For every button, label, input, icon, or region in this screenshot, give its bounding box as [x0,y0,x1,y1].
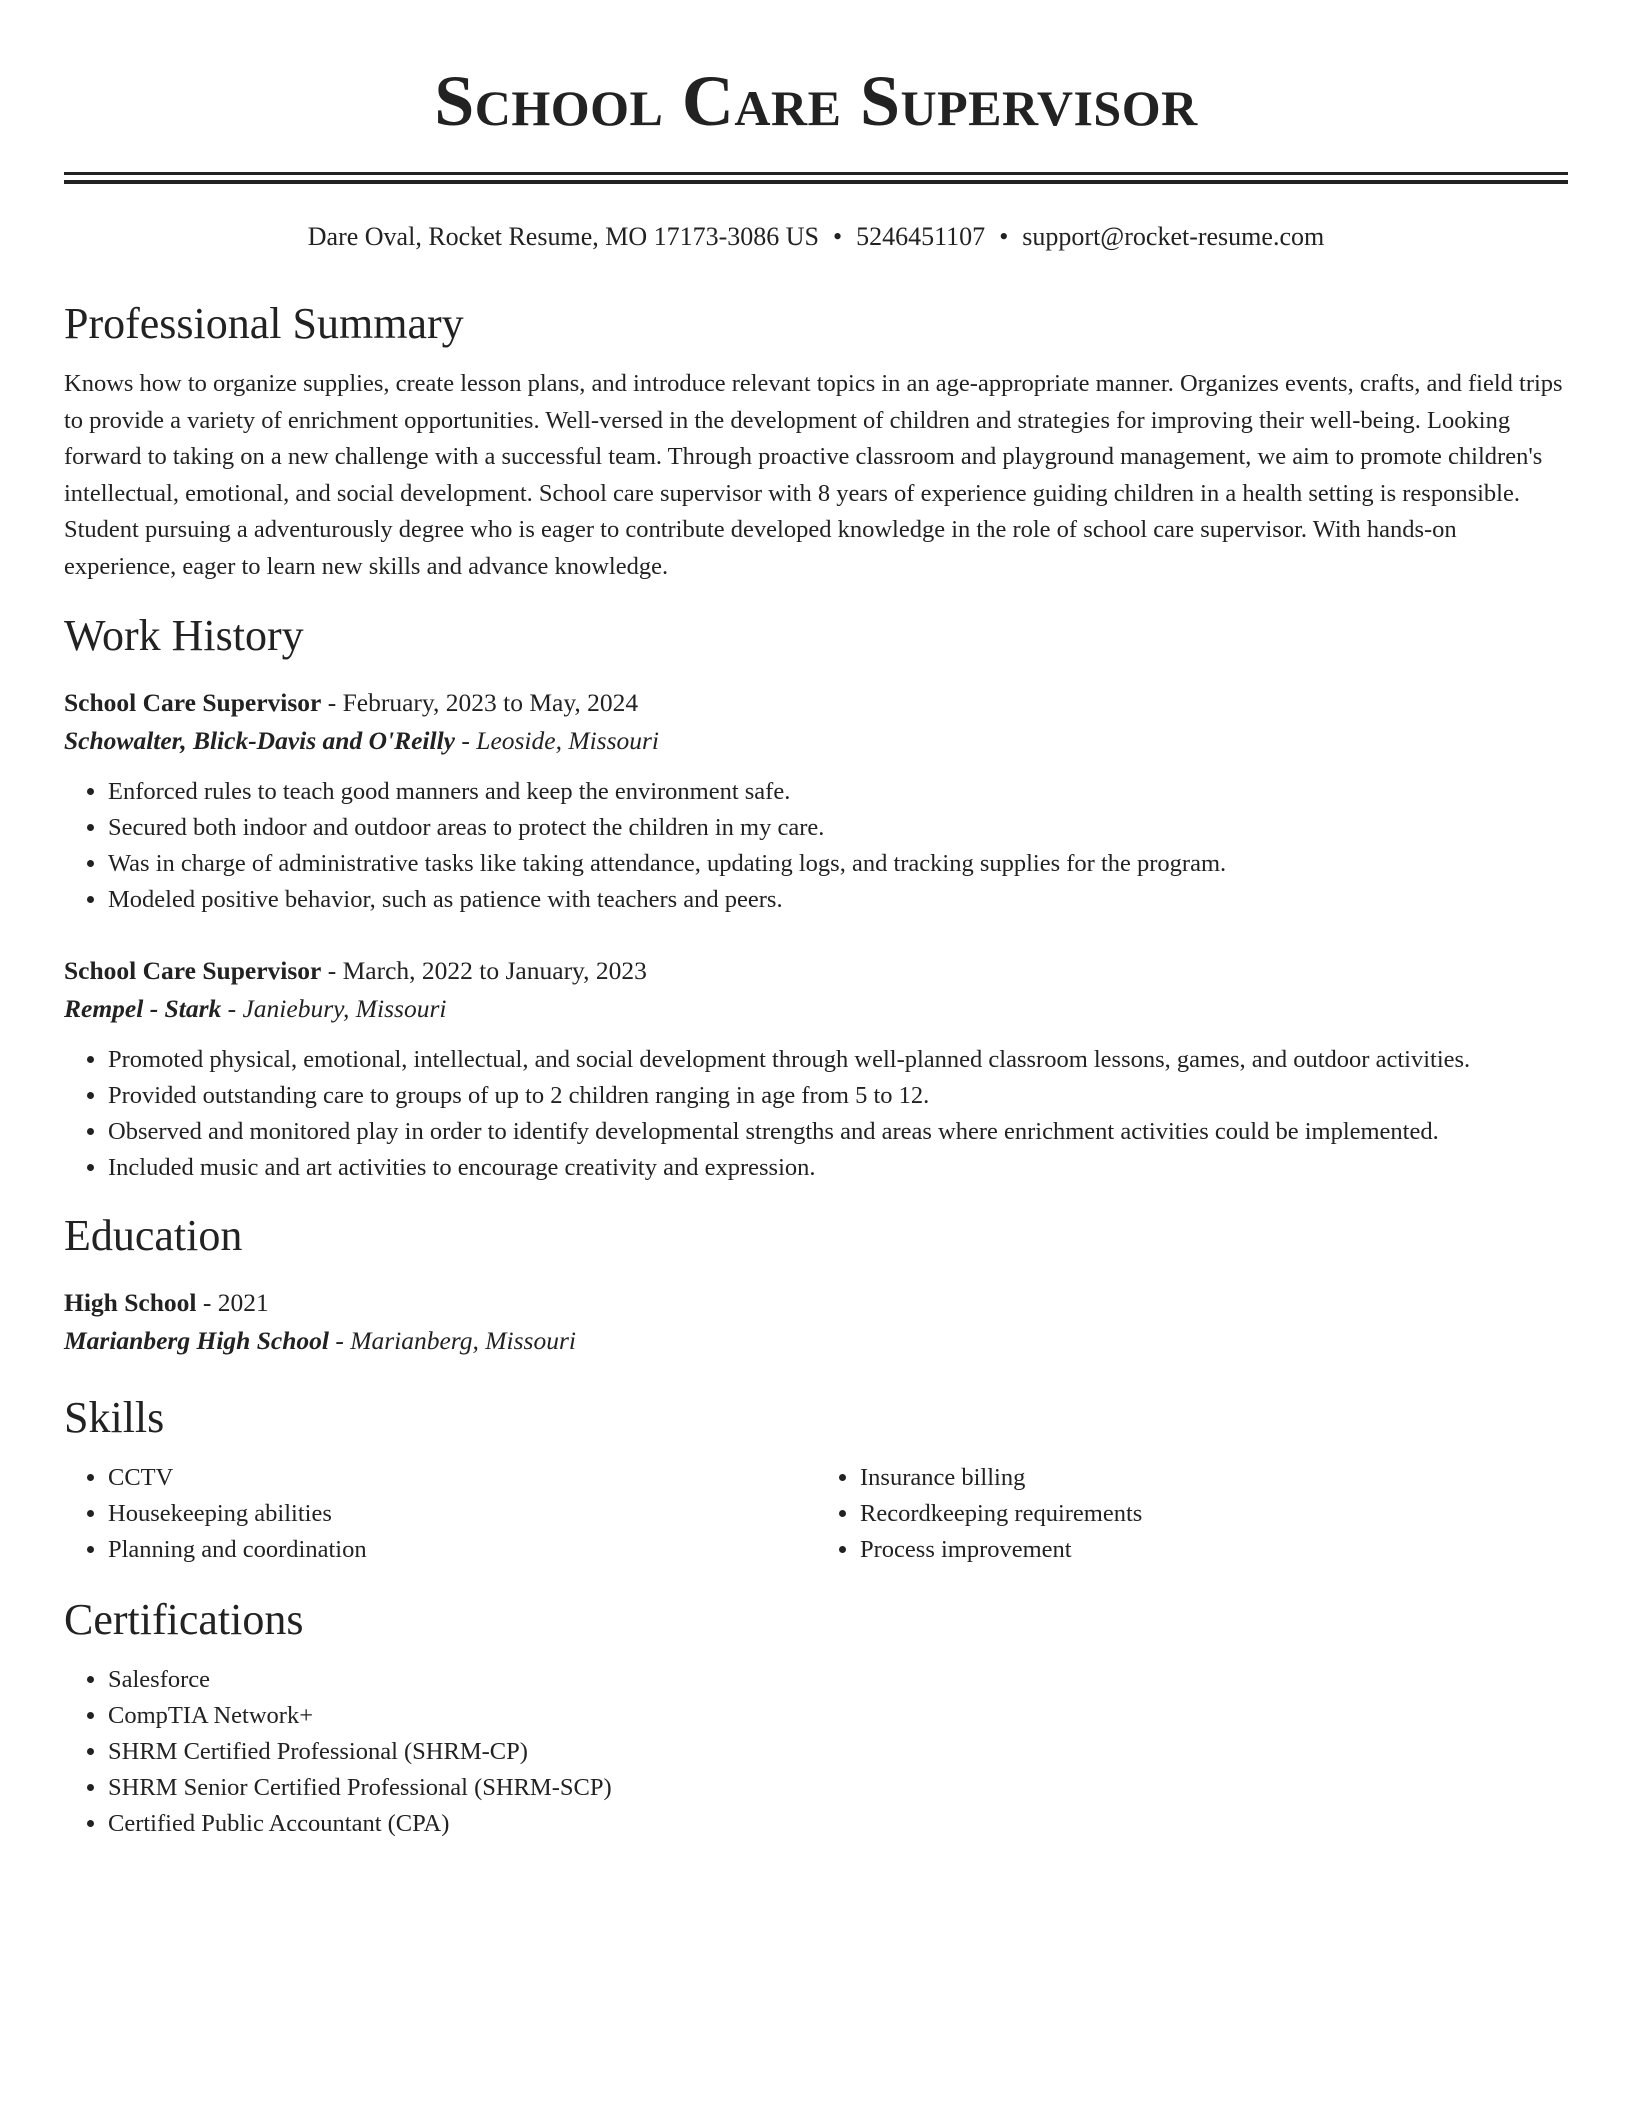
job-location: - Janiebury, Missouri [221,993,447,1023]
section-title-skills: Skills [64,1392,165,1442]
header-divider [64,172,1568,184]
section-title-work-history: Work History [64,610,304,660]
list-item: • SHRM Certified Professional (SHRM-CP) [108,1734,1568,1770]
education-degree: High School [64,1287,197,1317]
education-degree-line [64,1284,1568,1322]
job-role: School Care Supervisor [64,955,322,985]
skills-columns [64,1460,1568,1568]
list-item: • Promoted physical, emotional, intellectual, and social development through well-planned classroom lessons, games, and outdoor activities. [108,1042,1568,1078]
job-employer: Rempel - Stark [64,993,222,1023]
list-item: • CompTIA Network+ [108,1698,1568,1734]
list-item: • Observed and monitored play in order to identify developmental strengths and areas where enrichment activities could be implemented. [108,1114,1568,1150]
job-dates: - March, 2022 to January, 2023 [321,955,647,985]
section-title-summary: Professional Summary [64,299,464,348]
list-item: • Was in charge of administrative tasks like taking attendance, updating logs, and tracking supplies for the program. [108,846,1568,882]
contact-separator: • [999,222,1009,251]
job-employer-line [64,990,1568,1028]
job-title-line [64,952,1568,990]
contact-phone: 5246451107 [856,222,986,251]
contact-line [64,220,1568,254]
section-title-certifications: Certifications [64,1594,304,1644]
list-item: • Certified Public Accountant (CPA) [108,1806,1568,1842]
list-item: • Salesforce [108,1662,1568,1698]
list-item: • Planning and coordination [108,1532,816,1568]
job-employer-line [64,722,1568,760]
summary-text: Knows how to organize supplies, create lesson plans, and introduce relevant topics in an age-appropriate manner. Organizes events, crafts, and field trips to provide a variety of enrichment opportunities. Well-versed in the development of children and strategies for improving their well-being. Looking forward to taking on a new challenge with a successful team. Through proactive classroom and playground management, we aim to promote children's intellectual, emotional, and social development. School care supervisor with 8 years of experience guiding children in a health setting is responsible. Student pursuing a adventurously degree who is eager to contribute developed knowledge in the role of school care supervisor. With hands-on experience, eager to learn new skills and advance knowledge. [64,370,1563,580]
list-item: • Included music and art activities to encourage creativity and expression. [108,1150,1568,1186]
certifications-list [64,1662,1568,1842]
list-item: • Modeled positive behavior, such as patience with teachers and peers. [108,882,1568,918]
job-title-line [64,684,1568,722]
job-bullets [64,774,1568,918]
job-employer: Schowalter, Blick-Davis and O'Reilly [64,725,456,755]
job-dates: - February, 2023 to May, 2024 [321,687,639,717]
skills-list-left [64,1460,816,1568]
education-year: - 2021 [196,1287,269,1317]
list-item: • Recordkeeping requirements [860,1496,1568,1532]
list-item: • Provided outstanding care to groups of up to 2 children ranging in age from 5 to 12. [108,1078,1568,1114]
education-school-line [64,1322,1568,1360]
job-bullets [64,1042,1568,1186]
list-item: • SHRM Senior Certified Professional (SHRM-SCP) [108,1770,1568,1806]
job-location: - Leoside, Missouri [455,725,660,755]
job-role: School Care Supervisor [64,687,322,717]
section-title-education: Education [64,1210,243,1260]
skills-list-right [816,1460,1568,1568]
list-item: • Process improvement [860,1532,1568,1568]
education-school: Marianberg High School [64,1325,329,1355]
job-entry [64,952,1568,1186]
contact-address: Dare Oval, Rocket Resume, MO 17173-3086 US [307,222,820,251]
list-item: • Housekeeping abilities [108,1496,816,1532]
candidate-name: School Care Supervisor [434,61,1198,141]
education-entry [64,1284,1568,1360]
list-item: • CCTV [108,1460,816,1496]
job-entry [64,684,1568,918]
contact-email: support@rocket-resume.com [1022,222,1325,251]
list-item: • Enforced rules to teach good manners and keep the environment safe. [108,774,1568,810]
list-item: • Insurance billing [860,1460,1568,1496]
contact-separator: • [833,222,843,251]
list-item: • Secured both indoor and outdoor areas to protect the children in my care. [108,810,1568,846]
education-location: - Marianberg, Missouri [328,1325,576,1355]
